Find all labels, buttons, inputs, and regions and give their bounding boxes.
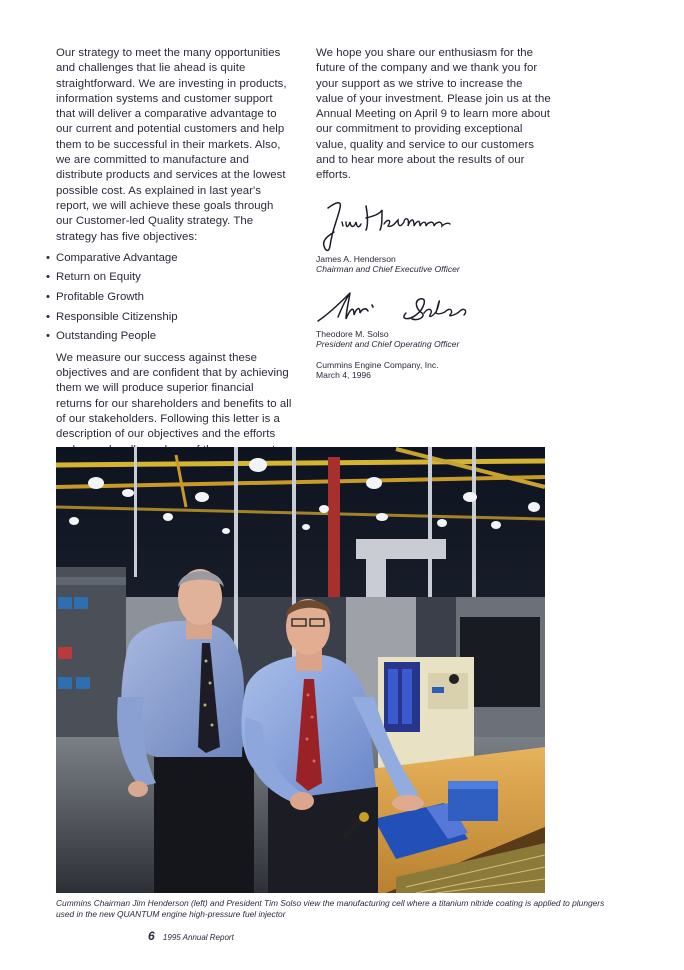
bullet-icon: • — [46, 310, 50, 323]
objective-label: Return on Equity — [56, 271, 141, 284]
signer-title: President and Chief Operating Officer — [316, 339, 460, 350]
solso-signature — [316, 287, 552, 329]
objective-item — [46, 308, 292, 328]
closing-message-paragraph: We hope you share our enthusiasm for the future of the company and we thank you for your support as we strive to increase the value of your investment. Please join us at the Annual Meeting on April 9 to learn more about our commitment to providing exceptional value, quality and service to our customers and to hear more about the results of our efforts. — [316, 47, 551, 182]
objective-item — [46, 249, 292, 269]
factory-photo-illustration — [56, 447, 545, 893]
objective-label: Profitable Growth — [56, 291, 144, 304]
report-label: 1995 Annual Report — [162, 933, 234, 942]
solso-signature-image — [316, 287, 476, 331]
photo-caption: Cummins Chairman Jim Henderson (left) and President Tim Solso view the manufacturing cell where a titanium nitride coating is applied to plungers used in the new QUANTUM engine high-pressure fuel injector — [56, 898, 605, 919]
objective-item — [46, 288, 292, 308]
right-column — [316, 46, 552, 381]
company-name: Cummins Engine Company, Inc. — [316, 359, 439, 370]
letter-date: March 4, 1996 — [316, 370, 371, 381]
signer-title: Chairman and Chief Executive Officer — [316, 264, 460, 275]
bullet-icon: • — [46, 251, 50, 264]
objective-item — [46, 327, 292, 347]
henderson-signature-image — [316, 196, 466, 256]
objective-label: Comparative Advantage — [56, 251, 178, 264]
bullet-icon: • — [46, 271, 50, 284]
page-footer — [148, 929, 234, 943]
bullet-icon: • — [46, 330, 50, 343]
factory-photo — [56, 447, 545, 893]
objective-item — [46, 268, 292, 288]
objectives-list — [46, 249, 292, 347]
page-number: 6 — [148, 929, 155, 943]
objective-label: Outstanding People — [56, 330, 157, 343]
signer-name: Theodore M. Solso — [316, 328, 389, 339]
bullet-icon: • — [46, 291, 50, 304]
strategy-intro-paragraph: Our strategy to meet the many opportunities and challenges that lie ahead is quite straightforward. We are investing in products, information systems and customer support that will deliver a comparative advantage to our current and potential customers and help them to be successful in their markets. Also, we are committed to manufacture and distribute products and services at the lowest possible cost. As explained in last year's report, we will achieve these goals through our Customer-led Quality strategy. The strategy has five objectives: — [56, 47, 287, 243]
henderson-signature — [316, 196, 552, 254]
left-column — [46, 46, 292, 473]
strategy-closing-paragraph: We measure our success against these objectives and are confident that by achieving them we will produce superior financial returns for our shareholders and benefits to all of our stakeholders. Following this letter is a description of our objectives and the efforts — [56, 351, 292, 441]
objective-label: Responsible Citizenship — [56, 310, 178, 323]
signer-name: James A. Henderson — [316, 253, 396, 264]
